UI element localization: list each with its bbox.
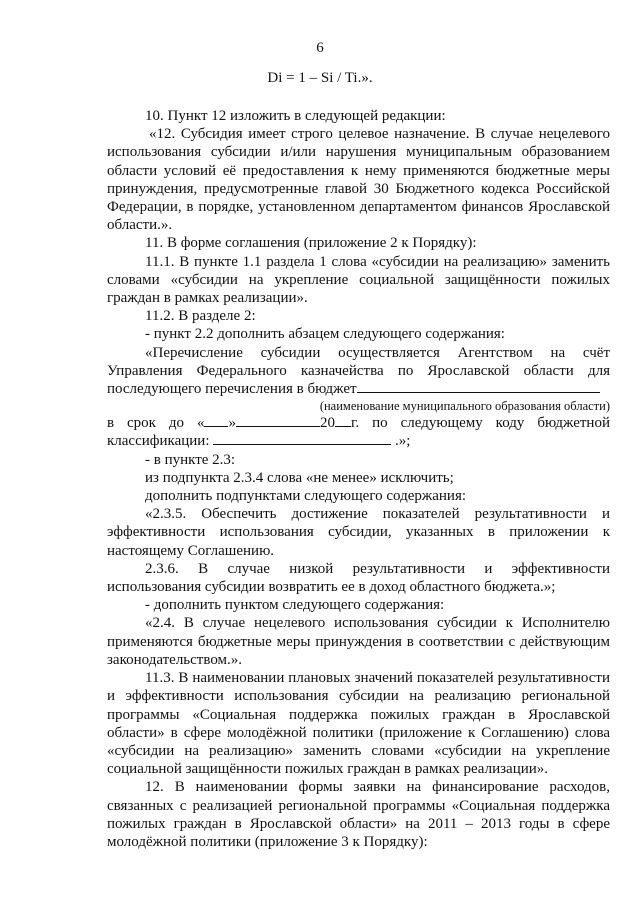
deadline-end: .»; xyxy=(395,433,411,450)
paragraph-transfer xyxy=(107,344,610,399)
paragraph-11-3: 11.3. В наименовании плановых значений показателей результативности и эффективности использования субсидии на реализацию региональной программы «Социальная поддержка пожилых граждан в Ярославской области» в сфере молодёжной политики (приложение к Соглашению) слова «субсидии на реализацию» заменить словами «субсидии на укрепление социальной защищённости пожилых граждан в рамках реализации». xyxy=(107,670,610,778)
paragraph-2-3: - в пункте 2.3: xyxy=(145,451,236,468)
page-number: 6 xyxy=(316,40,324,56)
paragraph-12: 12. В наименовании формы заявки на финансирование расходов, связанных с реализацией региональной программы «Социальная поддержка пожилых граждан в Ярославской области» на 2011 – 2013 годы в сфере молодёжной политики (приложение 3 к Порядку): xyxy=(107,779,610,850)
paragraph-12-quote: «12. Субсидия имеет строго целевое назначение. В случае нецелевого использования субсидии и/или нарушения муниципальным образованием области условий её предоставления к нему применяются бюджетные меры принуждения, предусмотренные главой 30 Бюджетного кодекса Российской Федерации, в порядке, установленном департаментом финансов Ярославской области.». xyxy=(107,126,610,234)
budget-blank xyxy=(357,380,600,393)
paragraph-10: 10. Пункт 12 изложить в следующей редакции: xyxy=(145,108,446,124)
paragraph-2-4: «2.4. В случае нецелевого использования субсидии к Исполнителю применяются бюджетные меры принуждения в соответствии с действующим законодательством.». xyxy=(107,615,610,668)
document-body xyxy=(107,107,610,851)
deadline-prefix: в срок до « xyxy=(107,415,205,432)
quote-close: » xyxy=(228,415,236,432)
classification-blank xyxy=(213,432,391,445)
year-blank xyxy=(335,414,351,427)
paragraph-add-point: - дополнить пунктом следующего содержания: xyxy=(145,597,445,614)
paragraph-11-1: 11.1. В пункте 1.1 раздела 1 слова «субсидии на реализацию» заменить словами «субсидии на укрепление социальной защищённости пожилых граждан в рамках реализации». xyxy=(107,253,610,307)
month-blank xyxy=(236,414,320,427)
paragraph-2-3-4: из подпункта 2.3.4 слова «не менее» исключить; xyxy=(145,469,454,486)
paragraph-add-subpoints: дополнить подпунктами следующего содержания: xyxy=(145,488,467,505)
paragraph-2-3-6: 2.3.6. В случае низкой результативности и эффективности использования субсидии возвратить ее в доход областного бюджета.»; xyxy=(107,560,610,596)
paragraph-11-2: 11.2. В разделе 2: xyxy=(145,308,256,325)
deadline-line xyxy=(107,414,610,450)
formula: Di = 1 – Si / Ti.». xyxy=(267,70,373,86)
day-blank xyxy=(204,414,228,427)
municipality-caption: (наименование муниципального образования области) xyxy=(319,399,610,414)
paragraph-11: 11. В форме соглашения (приложение 2 к Порядку): xyxy=(145,235,477,252)
transfer-text: «Перечисление субсидии осуществляется Агентством на счёт Управления Федерального казначейства по Ярославской области для последующего перечисления в бюджет xyxy=(107,344,610,398)
classification-text: г. по следующему коду бюджетной классификации: xyxy=(107,415,610,450)
paragraph-2-2: - пункт 2.2 дополнить абзацем следующего содержания: xyxy=(145,326,505,343)
year-prefix: 20 xyxy=(319,415,335,432)
paragraph-2-3-5: «2.3.5. Обеспечить достижение показателей результативности и эффективности использования субсидии, указанных в приложении к настоящему Соглашению. xyxy=(107,506,610,559)
